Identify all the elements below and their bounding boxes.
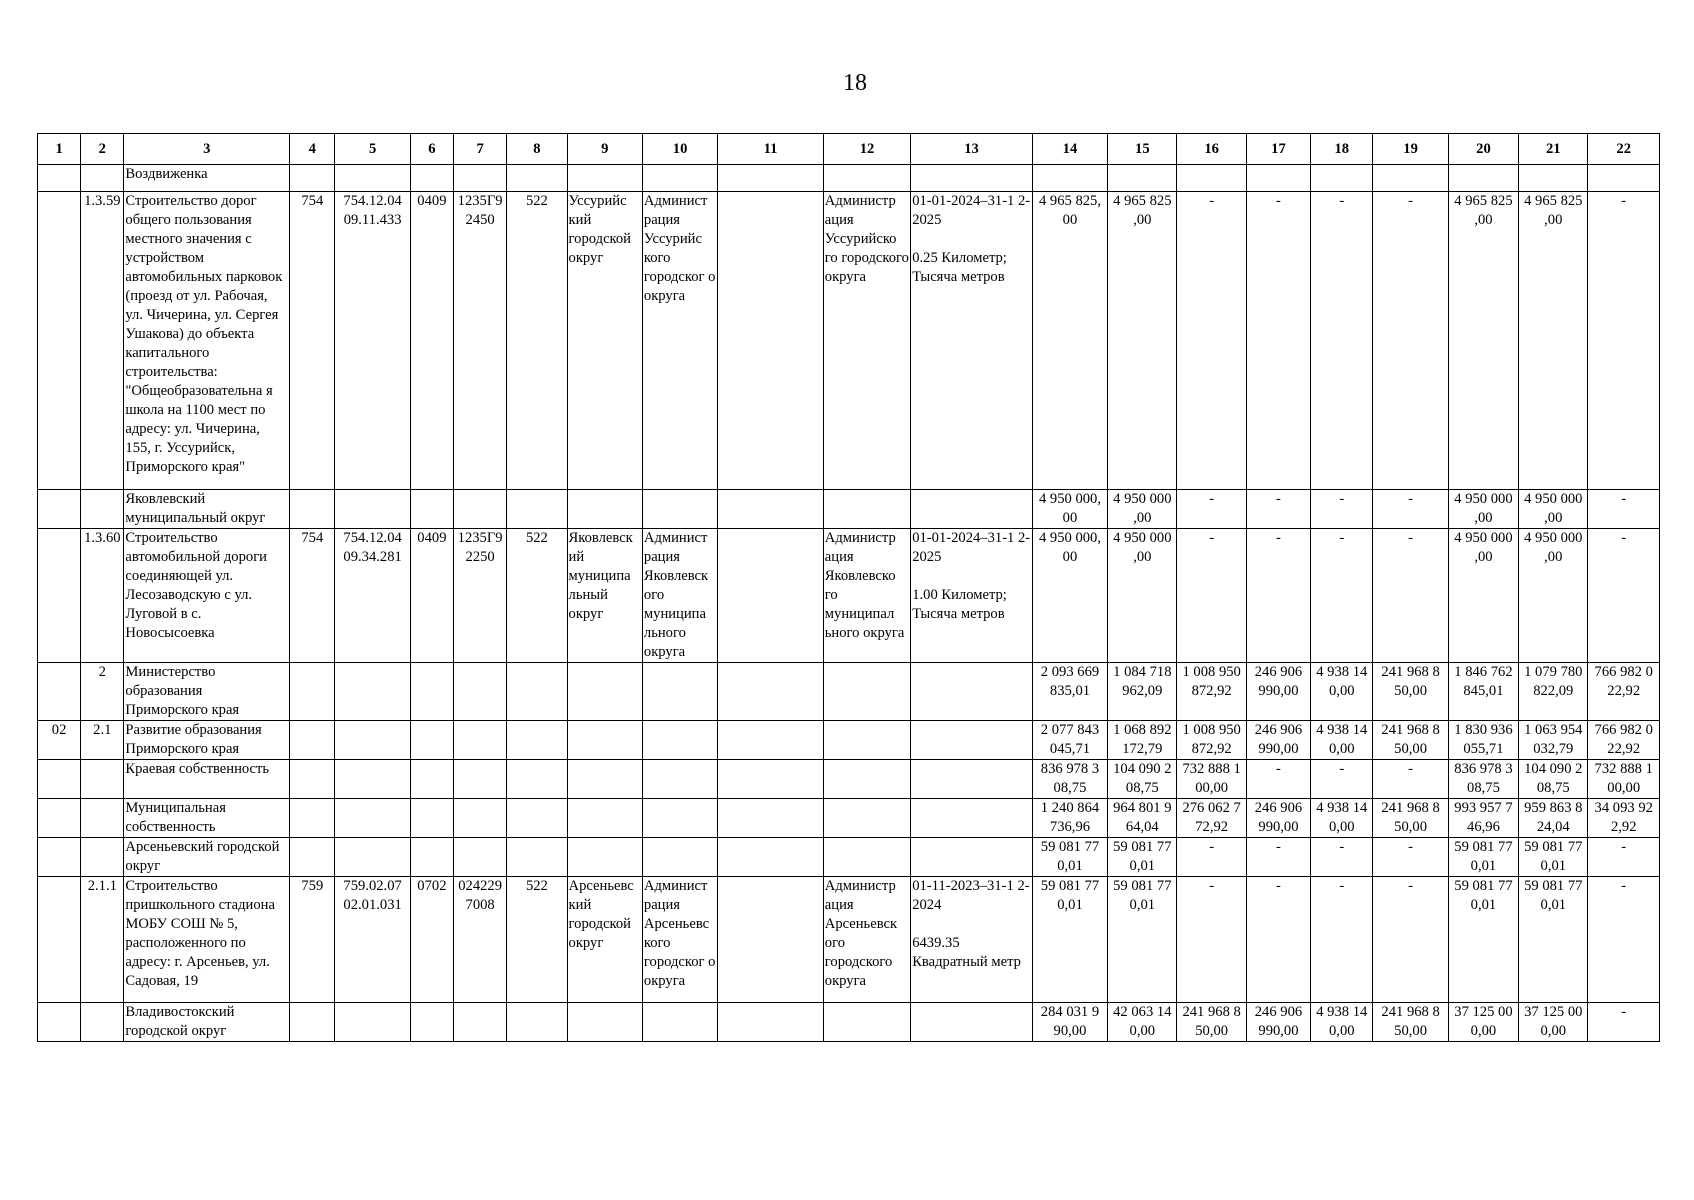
cell-col-16: - xyxy=(1177,529,1246,663)
cell-col-1 xyxy=(38,490,81,529)
cell-col-20: 37 125 00 0,00 xyxy=(1448,1003,1518,1042)
cell-col-10 xyxy=(642,721,717,760)
cell-col-11 xyxy=(718,663,824,721)
cell-col-3: Яковлевский муниципальный округ xyxy=(124,490,290,529)
cell-col-1 xyxy=(38,877,81,1003)
cell-col-21 xyxy=(1519,165,1588,192)
cell-col-16: - xyxy=(1177,877,1246,1003)
cell-col-17: 246 906 990,00 xyxy=(1246,721,1310,760)
row-arsenyevsky xyxy=(38,838,1660,877)
cell-col-8 xyxy=(507,1003,567,1042)
cell-col-16: 276 062 7 72,92 xyxy=(1177,799,1246,838)
cell-col-6 xyxy=(410,838,453,877)
cell-col-20: 4 965 825 ,00 xyxy=(1448,192,1518,490)
cell-col-12 xyxy=(823,165,910,192)
cell-col-13: 01-01-2024–31-1 2-2025 1.00 Километр; Тысяча метров xyxy=(911,529,1033,663)
row-2-1-1 xyxy=(38,877,1660,1003)
cell-col-17: - xyxy=(1246,529,1310,663)
cell-col-11 xyxy=(718,1003,824,1042)
cell-col-14: 836 978 3 08,75 xyxy=(1032,760,1107,799)
cell-col-17: 246 906 990,00 xyxy=(1246,1003,1310,1042)
cell-col-15: 104 090 2 08,75 xyxy=(1108,760,1177,799)
cell-col-8 xyxy=(507,165,567,192)
cell-col-15: 4 965 825 ,00 xyxy=(1108,192,1177,490)
cell-col-3: Развитие образования Приморского края xyxy=(124,721,290,760)
cell-col-20: 4 950 000 ,00 xyxy=(1448,529,1518,663)
cell-col-22: 766 982 0 22,92 xyxy=(1588,721,1660,760)
row-1-3-59 xyxy=(38,192,1660,490)
cell-col-11 xyxy=(718,799,824,838)
cell-col-1 xyxy=(38,1003,81,1042)
header-cell: 6 xyxy=(410,134,453,165)
cell-col-21: 1 063 954 032,79 xyxy=(1519,721,1588,760)
cell-col-5 xyxy=(335,799,410,838)
cell-col-5: 754.12.04 09.34.281 xyxy=(335,529,410,663)
cell-col-15: 1 068 892 172,79 xyxy=(1108,721,1177,760)
header-cell: 16 xyxy=(1177,134,1246,165)
cell-col-20 xyxy=(1448,165,1518,192)
cell-col-8: 522 xyxy=(507,192,567,490)
header-cell: 10 xyxy=(642,134,717,165)
header-cell: 20 xyxy=(1448,134,1518,165)
cell-col-10 xyxy=(642,663,717,721)
cell-col-7 xyxy=(454,799,507,838)
cell-col-12: Администр ация Уссурийско го городского округа xyxy=(823,192,910,490)
cell-col-11 xyxy=(718,529,824,663)
cell-col-20: 4 950 000 ,00 xyxy=(1448,490,1518,529)
header-cell: 11 xyxy=(718,134,824,165)
cell-col-13 xyxy=(911,490,1033,529)
cell-col-4 xyxy=(290,663,335,721)
cell-col-18: 4 938 14 0,00 xyxy=(1311,663,1373,721)
header-cell: 1 xyxy=(38,134,81,165)
cell-col-22: - xyxy=(1588,877,1660,1003)
cell-col-22: - xyxy=(1588,192,1660,490)
cell-col-20: 59 081 77 0,01 xyxy=(1448,877,1518,1003)
cell-col-6 xyxy=(410,490,453,529)
cell-col-9: Яковлевск ий муниципа льный округ xyxy=(567,529,642,663)
cell-col-21: 37 125 00 0,00 xyxy=(1519,1003,1588,1042)
cell-col-9: Арсеньевс кий городской округ xyxy=(567,877,642,1003)
cell-col-4 xyxy=(290,165,335,192)
cell-col-15 xyxy=(1108,165,1177,192)
cell-col-21: 4 965 825 ,00 xyxy=(1519,192,1588,490)
row-municipal-property xyxy=(38,799,1660,838)
cell-col-11 xyxy=(718,721,824,760)
cell-col-11 xyxy=(718,490,824,529)
cell-col-16 xyxy=(1177,165,1246,192)
cell-col-9 xyxy=(567,165,642,192)
cell-col-12 xyxy=(823,838,910,877)
cell-col-21: 104 090 2 08,75 xyxy=(1519,760,1588,799)
cell-col-20: 836 978 3 08,75 xyxy=(1448,760,1518,799)
cell-col-10: Админист рация Арсеньевс кого городског о округа xyxy=(642,877,717,1003)
cell-col-17: - xyxy=(1246,760,1310,799)
cell-col-14: 59 081 77 0,01 xyxy=(1032,838,1107,877)
cell-col-11 xyxy=(718,877,824,1003)
cell-col-18: 4 938 14 0,00 xyxy=(1311,721,1373,760)
cell-col-4 xyxy=(290,490,335,529)
cell-col-17: - xyxy=(1246,877,1310,1003)
cell-col-15: 1 084 718 962,09 xyxy=(1108,663,1177,721)
cell-col-5 xyxy=(335,663,410,721)
cell-col-2 xyxy=(81,799,124,838)
cell-col-7 xyxy=(454,721,507,760)
cell-col-14: 1 240 864 736,96 xyxy=(1032,799,1107,838)
cell-col-1 xyxy=(38,663,81,721)
cell-col-2: 1.3.60 xyxy=(81,529,124,663)
cell-col-15: 964 801 9 64,04 xyxy=(1108,799,1177,838)
cell-col-4 xyxy=(290,1003,335,1042)
cell-col-8: 522 xyxy=(507,877,567,1003)
cell-col-9 xyxy=(567,721,642,760)
cell-col-17: - xyxy=(1246,838,1310,877)
cell-col-11 xyxy=(718,165,824,192)
cell-col-10 xyxy=(642,490,717,529)
cell-col-9 xyxy=(567,1003,642,1042)
cell-col-14: 2 077 843 045,71 xyxy=(1032,721,1107,760)
header-cell: 4 xyxy=(290,134,335,165)
cell-col-11 xyxy=(718,760,824,799)
cell-col-8 xyxy=(507,838,567,877)
cell-col-22: - xyxy=(1588,529,1660,663)
cell-col-21: 4 950 000 ,00 xyxy=(1519,490,1588,529)
cell-col-11 xyxy=(718,838,824,877)
cell-col-6: 0702 xyxy=(410,877,453,1003)
cell-col-8 xyxy=(507,490,567,529)
cell-col-13 xyxy=(911,760,1033,799)
cell-col-5: 759.02.07 02.01.031 xyxy=(335,877,410,1003)
cell-col-19: 241 968 8 50,00 xyxy=(1373,1003,1448,1042)
cell-col-3: Министерство образования Приморского края xyxy=(124,663,290,721)
cell-col-7 xyxy=(454,760,507,799)
header-cell: 8 xyxy=(507,134,567,165)
cell-col-9 xyxy=(567,490,642,529)
cell-col-7: 1235Г9 2450 xyxy=(454,192,507,490)
cell-col-10 xyxy=(642,760,717,799)
header-cell: 3 xyxy=(124,134,290,165)
cell-col-19: - xyxy=(1373,760,1448,799)
cell-col-13: 01-11-2023–31-1 2-2024 6439.35 Квадратный метр xyxy=(911,877,1033,1003)
header-cell: 13 xyxy=(911,134,1033,165)
cell-col-1 xyxy=(38,529,81,663)
cell-col-4: 754 xyxy=(290,192,335,490)
cell-col-5 xyxy=(335,838,410,877)
cell-col-17: 246 906 990,00 xyxy=(1246,663,1310,721)
cell-col-4 xyxy=(290,721,335,760)
header-cell: 21 xyxy=(1519,134,1588,165)
cell-col-16: 732 888 1 00,00 xyxy=(1177,760,1246,799)
header-cell: 18 xyxy=(1311,134,1373,165)
cell-col-3: Воздвиженка xyxy=(124,165,290,192)
cell-col-15: 42 063 14 0,00 xyxy=(1108,1003,1177,1042)
cell-col-5 xyxy=(335,165,410,192)
cell-col-15: 4 950 000 ,00 xyxy=(1108,490,1177,529)
header-cell: 19 xyxy=(1373,134,1448,165)
cell-col-20: 59 081 77 0,01 xyxy=(1448,838,1518,877)
cell-col-10 xyxy=(642,799,717,838)
cell-col-20: 993 957 7 46,96 xyxy=(1448,799,1518,838)
cell-col-6 xyxy=(410,663,453,721)
cell-col-19: 241 968 8 50,00 xyxy=(1373,721,1448,760)
cell-col-6: 0409 xyxy=(410,192,453,490)
cell-col-15: 59 081 77 0,01 xyxy=(1108,877,1177,1003)
cell-col-13 xyxy=(911,799,1033,838)
cell-col-10: Админист рация Яковлевск ого муниципа льного округа xyxy=(642,529,717,663)
cell-col-2 xyxy=(81,1003,124,1042)
cell-col-1 xyxy=(38,838,81,877)
cell-col-17: - xyxy=(1246,490,1310,529)
cell-col-4 xyxy=(290,838,335,877)
cell-col-14: 2 093 669 835,01 xyxy=(1032,663,1107,721)
cell-col-14: 4 965 825, 00 xyxy=(1032,192,1107,490)
cell-col-5 xyxy=(335,721,410,760)
row-vozdvizhenka xyxy=(38,165,1660,192)
cell-col-2: 2.1 xyxy=(81,721,124,760)
header-row xyxy=(38,134,1660,165)
cell-col-16: 1 008 950 872,92 xyxy=(1177,721,1246,760)
cell-col-20: 1 846 762 845,01 xyxy=(1448,663,1518,721)
cell-col-12 xyxy=(823,799,910,838)
row-ministry xyxy=(38,663,1660,721)
cell-col-6 xyxy=(410,799,453,838)
cell-col-14: 4 950 000, 00 xyxy=(1032,490,1107,529)
cell-col-12 xyxy=(823,760,910,799)
cell-col-1 xyxy=(38,760,81,799)
row-yakovlevsky xyxy=(38,490,1660,529)
cell-col-7 xyxy=(454,838,507,877)
cell-col-1: 02 xyxy=(38,721,81,760)
cell-col-2 xyxy=(81,490,124,529)
cell-col-19: 241 968 8 50,00 xyxy=(1373,663,1448,721)
cell-col-1 xyxy=(38,799,81,838)
row-2-1 xyxy=(38,721,1660,760)
cell-col-21: 4 950 000 ,00 xyxy=(1519,529,1588,663)
page-number: 18 xyxy=(843,70,867,96)
header-cell: 22 xyxy=(1588,134,1660,165)
cell-col-18: - xyxy=(1311,760,1373,799)
cell-col-14: 284 031 9 90,00 xyxy=(1032,1003,1107,1042)
cell-col-9 xyxy=(567,760,642,799)
header-cell: 14 xyxy=(1032,134,1107,165)
cell-col-21: 1 079 780 822,09 xyxy=(1519,663,1588,721)
cell-col-5 xyxy=(335,760,410,799)
cell-col-18: - xyxy=(1311,529,1373,663)
cell-col-18 xyxy=(1311,165,1373,192)
cell-col-18: - xyxy=(1311,838,1373,877)
cell-col-5 xyxy=(335,490,410,529)
cell-col-18: 4 938 14 0,00 xyxy=(1311,799,1373,838)
cell-col-21: 59 081 77 0,01 xyxy=(1519,838,1588,877)
cell-col-19: 241 968 8 50,00 xyxy=(1373,799,1448,838)
table-body xyxy=(38,134,1660,1042)
header-cell: 5 xyxy=(335,134,410,165)
header-cell: 17 xyxy=(1246,134,1310,165)
cell-col-9: Уссурийс кий городской округ xyxy=(567,192,642,490)
cell-col-3: Строительство автомобильной дороги соединяющей ул. Лесозаводскую с ул. Луговой в с. Новосысоевка xyxy=(124,529,290,663)
cell-col-8 xyxy=(507,663,567,721)
cell-col-17 xyxy=(1246,165,1310,192)
header-cell: 12 xyxy=(823,134,910,165)
cell-col-13: 01-01-2024–31-1 2-2025 0.25 Километр; Тысяча метров xyxy=(911,192,1033,490)
cell-col-6 xyxy=(410,760,453,799)
cell-col-16: - xyxy=(1177,192,1246,490)
cell-col-22: - xyxy=(1588,838,1660,877)
row-regional-property xyxy=(38,760,1660,799)
cell-col-4 xyxy=(290,799,335,838)
header-cell: 7 xyxy=(454,134,507,165)
cell-col-8 xyxy=(507,721,567,760)
header-cell: 9 xyxy=(567,134,642,165)
budget-table xyxy=(37,133,1660,1042)
cell-col-19: - xyxy=(1373,838,1448,877)
cell-col-9 xyxy=(567,663,642,721)
cell-col-19: - xyxy=(1373,877,1448,1003)
cell-col-18: 4 938 14 0,00 xyxy=(1311,1003,1373,1042)
cell-col-3: Краевая собственность xyxy=(124,760,290,799)
cell-col-22: 766 982 0 22,92 xyxy=(1588,663,1660,721)
cell-col-7 xyxy=(454,490,507,529)
cell-col-10 xyxy=(642,1003,717,1042)
cell-col-19: - xyxy=(1373,192,1448,490)
cell-col-13 xyxy=(911,663,1033,721)
cell-col-13 xyxy=(911,721,1033,760)
cell-col-21: 59 081 77 0,01 xyxy=(1519,877,1588,1003)
cell-col-3: Арсеньевский городской округ xyxy=(124,838,290,877)
cell-col-13 xyxy=(911,165,1033,192)
cell-col-22: 732 888 1 00,00 xyxy=(1588,760,1660,799)
cell-col-22: - xyxy=(1588,1003,1660,1042)
cell-col-14 xyxy=(1032,165,1107,192)
cell-col-22: - xyxy=(1588,490,1660,529)
cell-col-10 xyxy=(642,838,717,877)
cell-col-20: 1 830 936 055,71 xyxy=(1448,721,1518,760)
cell-col-1 xyxy=(38,192,81,490)
cell-col-8: 522 xyxy=(507,529,567,663)
cell-col-2 xyxy=(81,760,124,799)
cell-col-16: 1 008 950 872,92 xyxy=(1177,663,1246,721)
cell-col-4: 754 xyxy=(290,529,335,663)
cell-col-4: 759 xyxy=(290,877,335,1003)
cell-col-5: 754.12.04 09.11.433 xyxy=(335,192,410,490)
cell-col-22 xyxy=(1588,165,1660,192)
cell-col-12 xyxy=(823,663,910,721)
cell-col-7: 1235Г9 2250 xyxy=(454,529,507,663)
cell-col-8 xyxy=(507,799,567,838)
cell-col-9 xyxy=(567,799,642,838)
cell-col-18: - xyxy=(1311,877,1373,1003)
cell-col-7 xyxy=(454,663,507,721)
cell-col-10 xyxy=(642,165,717,192)
cell-col-16: - xyxy=(1177,490,1246,529)
cell-col-16: - xyxy=(1177,838,1246,877)
cell-col-4 xyxy=(290,760,335,799)
cell-col-17: - xyxy=(1246,192,1310,490)
cell-col-2 xyxy=(81,838,124,877)
cell-col-1 xyxy=(38,165,81,192)
cell-col-7: 024229 7008 xyxy=(454,877,507,1003)
cell-col-21: 959 863 8 24,04 xyxy=(1519,799,1588,838)
cell-col-2: 1.3.59 xyxy=(81,192,124,490)
cell-col-13 xyxy=(911,838,1033,877)
cell-col-6 xyxy=(410,165,453,192)
cell-col-5 xyxy=(335,1003,410,1042)
cell-col-8 xyxy=(507,760,567,799)
cell-col-17: 246 906 990,00 xyxy=(1246,799,1310,838)
cell-col-9 xyxy=(567,838,642,877)
cell-col-14: 59 081 77 0,01 xyxy=(1032,877,1107,1003)
cell-col-3: Строительство пришкольного стадиона МОБУ СОШ № 5, расположенного по адресу: г. Арсеньев, ул. Садовая, 19 xyxy=(124,877,290,1003)
header-cell: 2 xyxy=(81,134,124,165)
cell-col-2 xyxy=(81,165,124,192)
cell-col-6 xyxy=(410,721,453,760)
cell-col-18: - xyxy=(1311,192,1373,490)
cell-col-22: 34 093 92 2,92 xyxy=(1588,799,1660,838)
cell-col-6 xyxy=(410,1003,453,1042)
cell-col-12: Администр ация Яковлевско го муниципал ьного округа xyxy=(823,529,910,663)
cell-col-16: 241 968 8 50,00 xyxy=(1177,1003,1246,1042)
cell-col-19 xyxy=(1373,165,1448,192)
cell-col-12: Администр ация Арсеньевск ого городского округа xyxy=(823,877,910,1003)
cell-col-6: 0409 xyxy=(410,529,453,663)
cell-col-18: - xyxy=(1311,490,1373,529)
cell-col-10: Админист рация Уссурийс кого городског о округа xyxy=(642,192,717,490)
cell-col-3: Владивостокский городской округ xyxy=(124,1003,290,1042)
cell-col-3: Строительство дорог общего пользования местного значения с устройством автомобильных парковок (проезд от ул. Рабочая, ул. Чичерина, ул. Сергея Ушакова) до объекта капитального строительства: "Общеобразовательна я школа на 1100 мест по адресу: ул. Чичерина, 155, г. Уссурийск, Приморского края" xyxy=(124,192,290,490)
cell-col-19: - xyxy=(1373,490,1448,529)
cell-col-15: 59 081 77 0,01 xyxy=(1108,838,1177,877)
cell-col-7 xyxy=(454,165,507,192)
cell-col-2: 2.1.1 xyxy=(81,877,124,1003)
cell-col-11 xyxy=(718,192,824,490)
cell-col-12 xyxy=(823,721,910,760)
cell-col-12 xyxy=(823,1003,910,1042)
cell-col-19: - xyxy=(1373,529,1448,663)
cell-col-3: Муниципальная собственность xyxy=(124,799,290,838)
cell-col-2: 2 xyxy=(81,663,124,721)
row-1-3-60 xyxy=(38,529,1660,663)
cell-col-15: 4 950 000 ,00 xyxy=(1108,529,1177,663)
cell-col-7 xyxy=(454,1003,507,1042)
header-cell: 15 xyxy=(1108,134,1177,165)
cell-col-12 xyxy=(823,490,910,529)
row-vladivostoksky xyxy=(38,1003,1660,1042)
cell-col-14: 4 950 000, 00 xyxy=(1032,529,1107,663)
cell-col-13 xyxy=(911,1003,1033,1042)
